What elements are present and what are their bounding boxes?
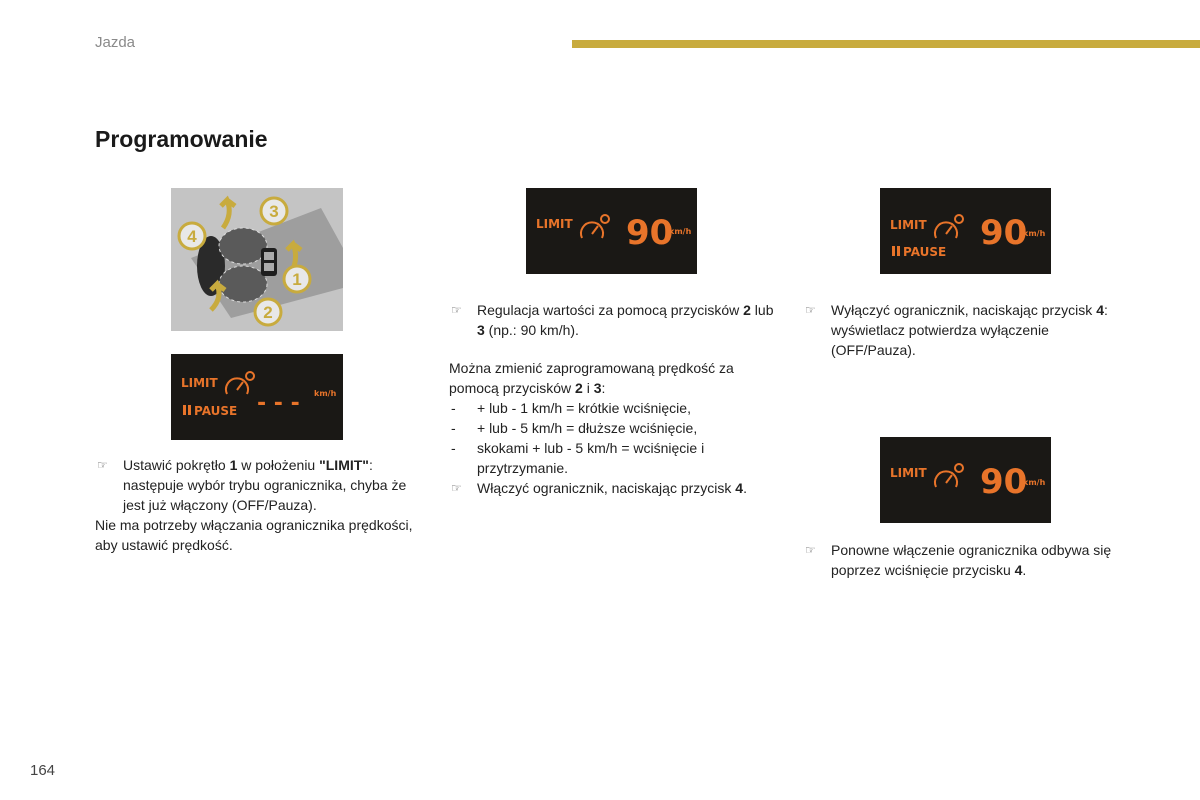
text: : następuje wybór trybu ogranicznika, chyba że jest już włączony (OFF/Pauza). bbox=[123, 457, 407, 513]
button-ref: 4 bbox=[1096, 302, 1104, 318]
column-3-text-top bbox=[803, 300, 1133, 360]
header-accent-bar bbox=[572, 40, 1200, 48]
text: (np.: 90 km/h). bbox=[484, 322, 579, 338]
text: Włączyć ogranicznik, naciskając przycisk bbox=[477, 480, 736, 496]
stalk-number-3: 3 bbox=[269, 202, 279, 221]
speedometer-icon bbox=[581, 215, 609, 238]
lcd-speed-value: 90 bbox=[626, 213, 674, 253]
pointing-hand-icon: ☞ bbox=[805, 543, 816, 557]
text: : bbox=[601, 380, 606, 396]
lcd-speed-value: 90 bbox=[980, 213, 1028, 253]
lcd-limit-label: LIMIT bbox=[181, 376, 218, 390]
button-ref: 3 bbox=[593, 380, 602, 396]
text: Można zmienić zaprogramowaną prędkość za pomocą przycisków bbox=[449, 360, 734, 396]
lcd-unit: km/h bbox=[314, 389, 337, 398]
button-ref: 4 bbox=[1014, 562, 1023, 578]
lcd-speed-dashes: - - - bbox=[257, 391, 300, 416]
instruction-reactivate bbox=[803, 540, 1133, 580]
column-1-text bbox=[95, 455, 425, 555]
page-number: 164 bbox=[30, 762, 56, 779]
text: Ponowne włączenie ogranicznika odbywa się poprzez wciśnięcie przycisku bbox=[831, 542, 1112, 578]
instruction-deactivate bbox=[803, 300, 1133, 360]
button-ref: 1 bbox=[229, 457, 238, 473]
button-ref: 2 bbox=[575, 380, 583, 396]
lcd-limit-label: LIMIT bbox=[890, 466, 927, 480]
display-limit-90 bbox=[526, 188, 697, 274]
dash-marker: - bbox=[451, 420, 456, 436]
pointing-hand-icon: ☞ bbox=[451, 481, 462, 495]
section-name: Jazda bbox=[95, 34, 136, 51]
text: : wyświetlacz potwierdza wyłączenie (OFF/Pauza). bbox=[831, 302, 1108, 358]
instruction-adjust-value bbox=[449, 300, 779, 340]
mode-ref: "LIMIT" bbox=[319, 457, 369, 473]
dash-item bbox=[449, 418, 779, 438]
display-limit-pause-90 bbox=[880, 188, 1051, 274]
stalk-number-2: 2 bbox=[263, 303, 273, 322]
column-2-text bbox=[449, 300, 779, 498]
note-paragraph: Nie ma potrzeby włączania ogranicznika prędkości, aby ustawić prędkość. bbox=[95, 517, 413, 553]
stalk-number-4: 4 bbox=[187, 227, 197, 246]
pointing-hand-icon: ☞ bbox=[451, 303, 462, 317]
display-limit-90-resumed bbox=[880, 437, 1051, 523]
pointing-hand-icon: ☞ bbox=[805, 303, 816, 317]
display-limit-pause-dashes bbox=[171, 354, 343, 440]
speedometer-icon bbox=[935, 215, 963, 238]
dash-item bbox=[449, 398, 779, 418]
lcd-limit-label: LIMIT bbox=[536, 217, 573, 231]
text: . bbox=[743, 480, 747, 496]
lcd-unit: km/h bbox=[669, 227, 692, 236]
text: lub bbox=[750, 302, 774, 318]
lcd-pause-label: PAUSE bbox=[903, 245, 947, 259]
text: Ustawić pokrętło bbox=[123, 457, 230, 473]
speedometer-icon bbox=[226, 372, 254, 394]
lcd-unit: km/h bbox=[1023, 229, 1046, 238]
text: skokami + lub - 5 km/h = wciśnięcie i przytrzymanie. bbox=[477, 440, 705, 476]
speedometer-icon bbox=[935, 464, 963, 487]
lcd-speed-value: 90 bbox=[980, 462, 1028, 502]
text: Regulacja wartości za pomocą przycisków bbox=[477, 302, 744, 318]
dash-marker: - bbox=[451, 400, 456, 416]
dash-marker: - bbox=[451, 440, 456, 456]
speed-limiter-stalk-illustration bbox=[171, 188, 343, 331]
lcd-unit: km/h bbox=[1023, 478, 1046, 487]
button-ref: 2 bbox=[743, 302, 751, 318]
text: w położeniu bbox=[237, 457, 320, 473]
instruction-activate bbox=[449, 478, 779, 498]
page-title: Programowanie bbox=[95, 126, 268, 152]
pointing-hand-icon: ☞ bbox=[97, 458, 108, 472]
text: + lub - 1 km/h = krótkie wciśnięcie, bbox=[477, 400, 691, 416]
stalk-number-1: 1 bbox=[292, 270, 302, 289]
text: . bbox=[1022, 562, 1027, 578]
lcd-pause-label: PAUSE bbox=[194, 404, 238, 418]
button-ref: 4 bbox=[735, 480, 744, 496]
lcd-limit-label: LIMIT bbox=[890, 218, 927, 232]
column-3-text-bottom bbox=[803, 540, 1133, 580]
change-speed-paragraph bbox=[449, 358, 779, 398]
button-ref: 3 bbox=[477, 322, 485, 338]
instruction-set-limit bbox=[95, 455, 425, 515]
text: Wyłączyć ogranicznik, naciskając przycisk bbox=[831, 302, 1097, 318]
dash-item bbox=[449, 438, 779, 478]
text: + lub - 5 km/h = dłuższe wciśnięcie, bbox=[477, 420, 698, 436]
text: i bbox=[582, 380, 594, 396]
